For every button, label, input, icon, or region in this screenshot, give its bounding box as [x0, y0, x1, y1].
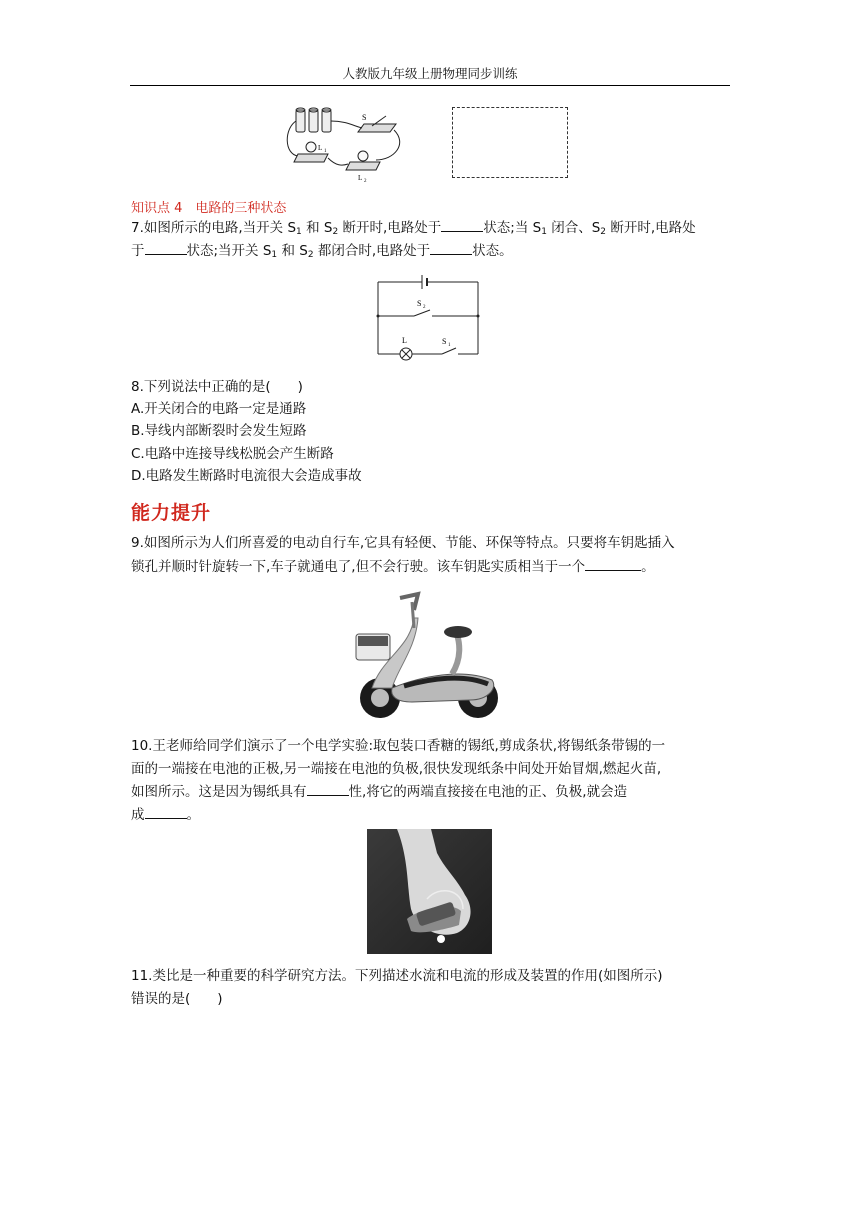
q7-blank3[interactable]	[430, 241, 472, 255]
svg-text:2: 2	[423, 305, 426, 310]
q11-line1: 11.类比是一种重要的科学研究方法。下列描述水流和电流的形成及装置的作用(如图所示)	[131, 968, 663, 984]
svg-text:1: 1	[324, 149, 327, 154]
q10-line3: 如图所示。这是因为锡纸具有 性,将它的两端直接接在电池的正、负极,就会造	[131, 784, 628, 800]
q8-option-b[interactable]: B.导线内部断裂时会发生短路	[131, 423, 307, 439]
page-header: 人教版九年级上册物理同步训练	[342, 66, 518, 81]
q8-option-c[interactable]: C.电路中连接导线松脱会产生断路	[131, 446, 334, 462]
q9-line1: 9.如图所示为人们所喜爱的电动自行车,它具有轻便、节能、环保等特点。只要将车钥匙插入	[131, 535, 675, 551]
q8-option-a[interactable]: A.开关闭合的电路一定是通路	[131, 401, 307, 417]
label-s1: S	[442, 337, 447, 346]
label-s: S	[362, 113, 367, 122]
knowledge-point-heading: 知识点 4 电路的三种状态	[131, 201, 287, 216]
label-s2: S	[417, 299, 422, 308]
physical-circuit-figure	[284, 104, 404, 186]
label-l: L	[402, 336, 407, 345]
svg-text:1: 1	[448, 343, 451, 348]
tinfoil-battery-photo	[367, 829, 492, 954]
q7-line1: 7.如图所示的电路,当开关 $S_1$ 和 $S_2$ 断开时,电路处于 状态;当 $S_1$ 闭合、$S_2$ 断开时,电路处	[131, 220, 696, 237]
q7-line2: 于 状态;当开关 $S_1$ 和 $S_2$ 都闭合时,电路处于 状态。	[131, 243, 513, 260]
section-heading: 能力提升	[131, 502, 212, 524]
q9-line2: 锁孔并顺时针旋转一下,车子就通电了,但不会行驶。该车钥匙实质相当于一个 。	[131, 559, 655, 575]
q10-line4: 成 。	[131, 807, 200, 823]
q10-line1: 10.王老师给同学们演示了一个电学实验:取包装口香糖的锡纸,剪成条状,将锡纸条带锡的一	[131, 738, 666, 754]
label-l1: L	[318, 144, 323, 152]
q7-blank1[interactable]	[441, 218, 483, 232]
q7-blank2[interactable]	[145, 241, 187, 255]
q9-blank[interactable]	[585, 557, 641, 571]
q10-blank1[interactable]	[307, 782, 349, 796]
q8-stem: 8.下列说法中正确的是( )	[131, 379, 303, 395]
svg-text:2: 2	[364, 179, 367, 184]
electric-scooter-image	[352, 588, 502, 724]
q11-line2: 错误的是( )	[131, 991, 223, 1007]
answer-drawing-box	[452, 107, 568, 178]
q7-circuit-diagram	[372, 270, 484, 362]
label-l2: L	[358, 174, 363, 182]
q10-line2: 面的一端接在电池的正极,另一端接在电池的负极,很快发现纸条中间处开始冒烟,燃起火苗,	[131, 761, 662, 777]
q8-option-d[interactable]: D.电路发生断路时电流很大会造成事故	[131, 468, 362, 484]
header-rule	[130, 85, 730, 86]
q10-blank2[interactable]	[145, 805, 187, 819]
